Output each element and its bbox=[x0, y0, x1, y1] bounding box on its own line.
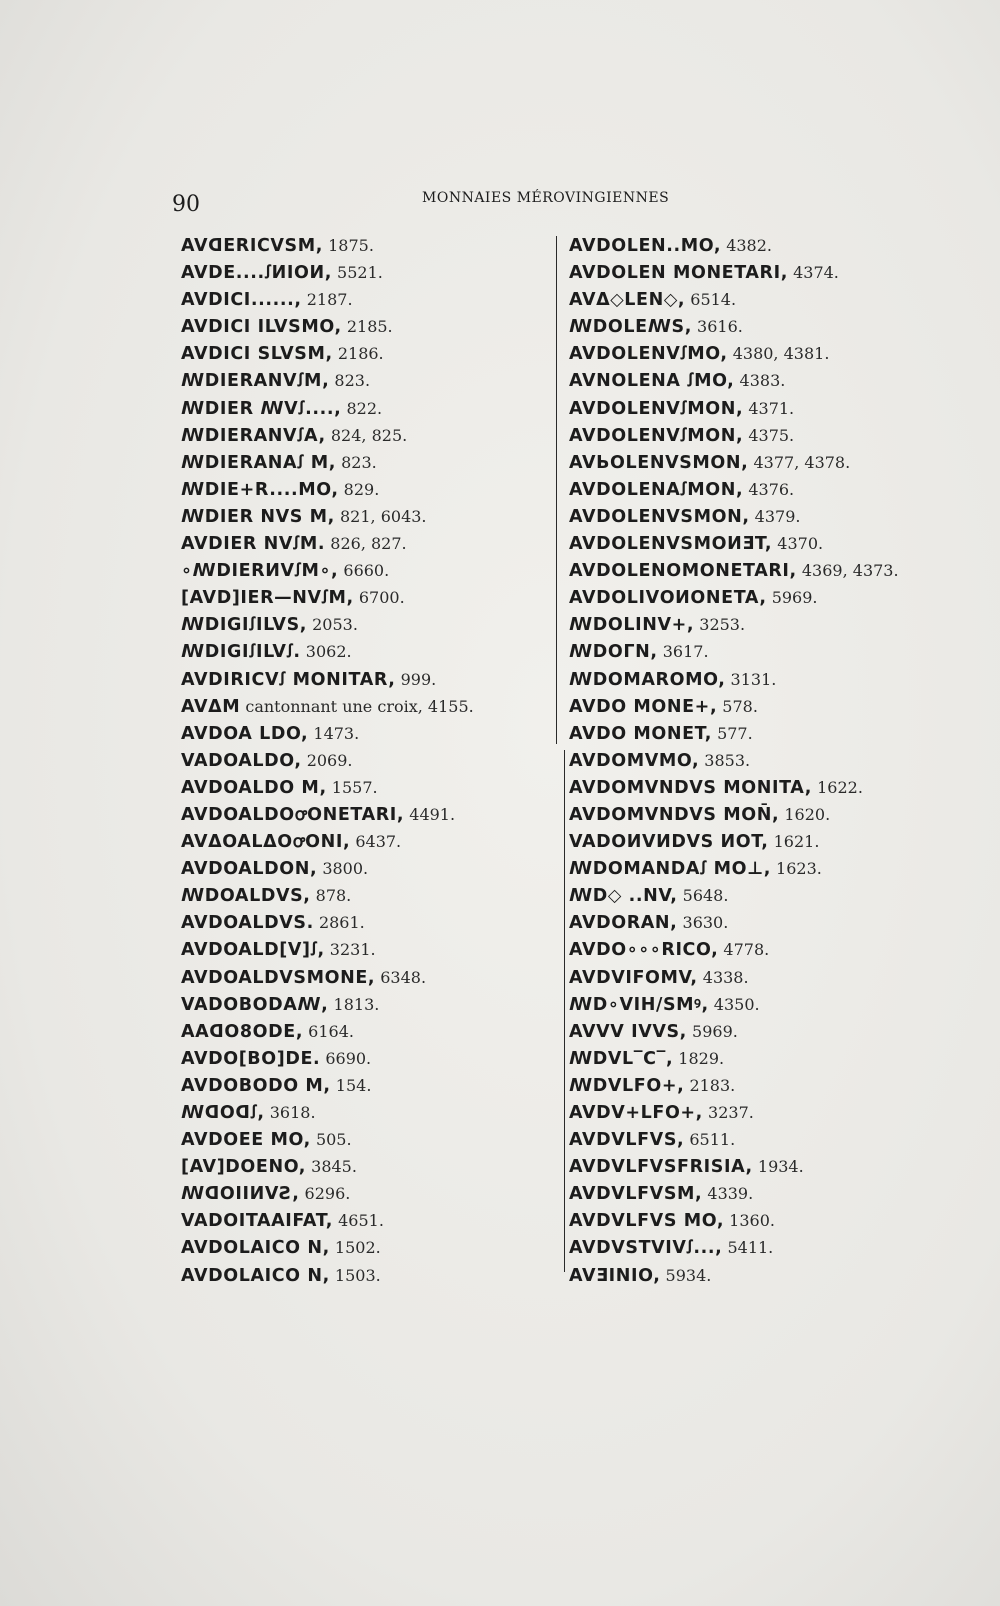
index-entry bbox=[181, 1126, 581, 1153]
running-title: MONNAIES MÉROVINGIENNES bbox=[422, 190, 670, 206]
coin-legend: AVDO∘∘∘RICO, bbox=[569, 940, 719, 961]
coin-reference: 2861. bbox=[313, 913, 365, 933]
coin-reference: 2069. bbox=[301, 750, 353, 770]
coin-reference: 3131. bbox=[725, 669, 777, 689]
coin-legend: VADOITAAIFAT, bbox=[181, 1211, 334, 1232]
index-entry bbox=[181, 557, 581, 584]
coin-reference: 6700. bbox=[353, 588, 405, 608]
coin-legend: [AVD]IER—NVꭍM, bbox=[181, 588, 354, 609]
coin-reference: 3237. bbox=[702, 1103, 754, 1122]
index-entry bbox=[181, 449, 581, 476]
coin-legend: AVDOLEN MONETARI, bbox=[569, 263, 788, 284]
index-entry bbox=[181, 666, 581, 693]
coin-legend: AVDOEE MO, bbox=[181, 1130, 311, 1151]
coin-reference: 5969. bbox=[766, 588, 818, 608]
coin-reference: 878. bbox=[310, 886, 352, 906]
coin-reference: 2185. bbox=[341, 317, 393, 337]
coin-legend: AVDOLENVꭍMON, bbox=[569, 425, 744, 446]
coin-legend: VADOALDO, bbox=[181, 750, 302, 771]
index-entry bbox=[181, 395, 581, 422]
coin-legend: AAꓷO8ODE, bbox=[181, 1021, 304, 1042]
coin-reference: 5521. bbox=[331, 263, 383, 283]
coin-legend: ꟿDVL‾C‾, bbox=[569, 1048, 674, 1069]
coin-legend: AVDOLAIꓚO N, bbox=[181, 1238, 330, 1259]
index-entry bbox=[569, 747, 969, 774]
index-entry bbox=[181, 259, 581, 286]
index-entry bbox=[569, 1045, 969, 1072]
coin-reference: cantonnant une croix, 4155. bbox=[240, 696, 474, 716]
index-entry bbox=[181, 720, 581, 747]
index-entry bbox=[181, 1207, 581, 1234]
index-entry bbox=[181, 232, 581, 259]
coin-reference: 6690. bbox=[320, 1048, 372, 1068]
coin-legend: AVDOLENVꭍMO, bbox=[569, 344, 728, 365]
coin-reference: 822. bbox=[341, 398, 383, 418]
index-entry bbox=[181, 1045, 581, 1072]
coin-legend: AVDOMVNDVS MON̄, bbox=[569, 804, 780, 825]
coin-legend: ꟿDIERANAꭍ M, bbox=[181, 452, 337, 473]
coin-reference: 6514. bbox=[685, 290, 737, 310]
coin-reference: 4380, 4381. bbox=[727, 344, 830, 364]
index-entry bbox=[181, 774, 581, 801]
coin-reference: 4339. bbox=[702, 1184, 754, 1204]
index-entry bbox=[569, 1262, 969, 1289]
index-entry bbox=[569, 1018, 969, 1045]
coin-reference: 3853. bbox=[699, 750, 751, 770]
index-entry bbox=[569, 801, 969, 828]
index-entry bbox=[569, 720, 969, 747]
coin-legend: ꟿDOΓN, bbox=[569, 642, 658, 663]
coin-reference: 1621. bbox=[768, 832, 820, 852]
index-entry bbox=[569, 395, 969, 422]
index-entry bbox=[181, 1180, 581, 1207]
coin-reference: 3253. bbox=[694, 615, 746, 635]
index-entry bbox=[569, 313, 969, 340]
coin-reference: 821, 6043. bbox=[334, 506, 427, 526]
coin-legend: AVDO MONE+, bbox=[569, 696, 718, 717]
coin-legend: AVDVLFVS, bbox=[569, 1130, 685, 1151]
coin-legend: ꟿDOMAROMO, bbox=[569, 669, 726, 690]
coin-legend: ꟿDOMANDAꭍ MO⊥, bbox=[569, 859, 771, 880]
coin-reference: 4371. bbox=[743, 398, 795, 418]
coin-reference: 5648. bbox=[677, 886, 729, 906]
coin-legend: AVDICI......, bbox=[181, 290, 302, 311]
index-entry bbox=[569, 693, 969, 720]
index-entry bbox=[569, 936, 969, 963]
index-entry bbox=[181, 747, 581, 774]
coin-reference: 4370. bbox=[772, 534, 824, 554]
coin-reference: 4374. bbox=[788, 263, 839, 283]
index-entry bbox=[181, 1072, 581, 1099]
coin-reference: 6511. bbox=[684, 1130, 736, 1150]
coin-legend: ꟿDOALDVS, bbox=[181, 886, 311, 907]
coin-reference: 1875. bbox=[323, 236, 374, 255]
coin-reference: 4383. bbox=[734, 371, 786, 391]
index-entry bbox=[569, 1126, 969, 1153]
index-entry bbox=[569, 530, 969, 557]
coin-reference: 823. bbox=[329, 371, 371, 391]
coin-reference: 6164. bbox=[303, 1021, 354, 1041]
index-entry bbox=[181, 936, 581, 963]
coin-legend: AVDOLEN..MO, bbox=[569, 236, 722, 256]
coin-legend: ꟿDIERANVꭍM, bbox=[181, 371, 330, 392]
coin-legend: AVDE....ꭍИIOИ, bbox=[181, 263, 332, 284]
index-entry bbox=[181, 503, 581, 530]
index-entry bbox=[181, 611, 581, 638]
coin-reference: 505. bbox=[310, 1130, 352, 1150]
index-entry bbox=[569, 666, 969, 693]
coin-reference: 2187. bbox=[301, 290, 353, 310]
coin-legend: ꟿDIE+R....MO, bbox=[181, 479, 339, 500]
index-entry bbox=[569, 259, 969, 286]
coin-legend: AVDOALD[V]ꭍ, bbox=[181, 940, 325, 961]
coin-reference: 999. bbox=[395, 669, 437, 689]
coin-legend: ꟿꓷOꓷꭍ, bbox=[181, 1103, 265, 1123]
coin-reference: 829. bbox=[338, 479, 380, 499]
coin-legend: AVDIRICVꭍ MONITAR, bbox=[181, 669, 396, 690]
coin-legend: AVDVLFVSM, bbox=[569, 1184, 703, 1205]
coin-legend: AVDV+LFO+, bbox=[569, 1103, 703, 1123]
coin-legend: AVDICI ILVSMO, bbox=[181, 317, 342, 338]
coin-legend: AVDVLFVSFRISIA, bbox=[569, 1157, 753, 1178]
coin-reference: 4651. bbox=[333, 1211, 384, 1231]
index-entry bbox=[569, 557, 969, 584]
coin-reference: 3231. bbox=[324, 940, 376, 960]
index-entry bbox=[181, 340, 581, 367]
coin-legend: AVΔM bbox=[181, 696, 241, 717]
index-entry bbox=[569, 1207, 969, 1234]
coin-legend: VADOBODAꟿ, bbox=[181, 994, 329, 1015]
index-entry bbox=[569, 909, 969, 936]
coin-legend: AVDVSTVIVꭍ..., bbox=[569, 1238, 723, 1259]
coin-reference: 154. bbox=[330, 1075, 372, 1095]
coin-reference: 577. bbox=[711, 723, 753, 743]
index-entry bbox=[181, 1099, 581, 1126]
coin-reference: 824, 825. bbox=[325, 425, 408, 445]
coin-reference: 1829. bbox=[673, 1048, 725, 1068]
coin-legend: AVNOLENA ꭍMO, bbox=[569, 371, 735, 392]
coin-reference: 4376. bbox=[743, 479, 795, 499]
index-entry bbox=[569, 286, 969, 313]
right-column bbox=[569, 232, 969, 1289]
index-entry bbox=[569, 774, 969, 801]
coin-legend: AVDOLAIꓚO N, bbox=[181, 1265, 330, 1286]
index-entry bbox=[569, 1234, 969, 1261]
coin-reference: 6660. bbox=[338, 561, 390, 581]
index-entry bbox=[181, 1262, 581, 1289]
coin-reference: 3062. bbox=[300, 642, 352, 662]
index-entry bbox=[181, 801, 581, 828]
index-entry bbox=[181, 530, 581, 557]
index-entry bbox=[569, 449, 969, 476]
coin-legend: AVDVIFOMV, bbox=[569, 967, 698, 988]
left-column bbox=[181, 232, 581, 1289]
coin-reference: 2183. bbox=[684, 1075, 736, 1095]
index-entry bbox=[181, 882, 581, 909]
coin-legend: AVDOLENVꭍMON, bbox=[569, 398, 744, 419]
index-entry bbox=[569, 882, 969, 909]
coin-reference: 5934. bbox=[660, 1265, 712, 1285]
coin-reference: 2053. bbox=[307, 615, 358, 635]
index-entry bbox=[569, 964, 969, 991]
coin-legend: AVΔ◇LEN◇, bbox=[569, 290, 686, 311]
coin-legend: AVDICI SLVSM, bbox=[181, 344, 333, 365]
coin-legend: AVDO[BO]DE. bbox=[181, 1048, 321, 1069]
index-entry bbox=[569, 476, 969, 503]
coin-legend: AVꓦV IVVS, bbox=[569, 1021, 687, 1042]
index-entry bbox=[569, 1180, 969, 1207]
coin-legend: ꟿDIGIꭍILVS, bbox=[181, 615, 308, 636]
coin-legend: ꟿD◇ ..NV, bbox=[569, 886, 678, 907]
coin-legend: AVDOALDOꝍONETARI, bbox=[181, 804, 405, 825]
coin-legend: AVDVLFVS MO, bbox=[569, 1211, 725, 1232]
index-entry bbox=[181, 1234, 581, 1261]
index-entry bbox=[181, 422, 581, 449]
coin-legend: ꟿDIER ꟿVꭍ...., bbox=[181, 398, 342, 419]
index-entry bbox=[181, 828, 581, 855]
coin-reference: 1503. bbox=[329, 1265, 381, 1285]
coin-legend: AVDOLIꓦOИONETA, bbox=[569, 588, 767, 609]
coin-legend: AVDIER NVꭍM. bbox=[181, 534, 326, 555]
coin-reference: 1557. bbox=[326, 777, 378, 797]
index-entry bbox=[569, 855, 969, 882]
index-entry bbox=[181, 1018, 581, 1045]
coin-reference: 4350. bbox=[708, 994, 760, 1014]
coin-reference: 1502. bbox=[329, 1238, 381, 1258]
coin-legend: ꟿDIGIꭍILVꭍ. bbox=[181, 642, 301, 663]
coin-reference: 578. bbox=[717, 696, 758, 716]
coin-legend: AVDOALDVS. bbox=[181, 913, 314, 934]
coin-legend: AVDOLENAꭍMON, bbox=[569, 479, 744, 500]
coin-reference: 4382. bbox=[721, 236, 772, 255]
coin-reference: 4369, 4373. bbox=[796, 561, 899, 581]
index-entry bbox=[569, 828, 969, 855]
coin-legend: ꟿꓷOIIИVƧ, bbox=[181, 1184, 300, 1205]
index-entry bbox=[569, 422, 969, 449]
coin-reference: 6437. bbox=[350, 832, 402, 852]
index-entry bbox=[569, 1072, 969, 1099]
coin-reference: 3845. bbox=[306, 1157, 357, 1177]
index-entry bbox=[569, 503, 969, 530]
coin-legend: AVDOALDVSMONE, bbox=[181, 967, 376, 988]
index-entry bbox=[181, 367, 581, 394]
coin-reference: 6348. bbox=[375, 967, 427, 987]
index-entry bbox=[181, 584, 581, 611]
coin-legend: AVЬOLENVSMON, bbox=[569, 452, 749, 473]
coin-reference: 823. bbox=[336, 452, 377, 472]
index-entry bbox=[181, 638, 581, 665]
coin-reference: 3618. bbox=[264, 1103, 316, 1122]
coin-reference: 5411. bbox=[722, 1238, 774, 1258]
index-entry bbox=[181, 991, 581, 1018]
coin-legend: AVDOMVMO, bbox=[569, 750, 700, 771]
index-entry bbox=[569, 1099, 969, 1126]
coin-reference: 1473. bbox=[308, 723, 360, 743]
coin-reference: 1620. bbox=[779, 804, 831, 824]
coin-legend: ꟿDVLFO+, bbox=[569, 1075, 685, 1096]
coin-legend: AVDORAN, bbox=[569, 913, 678, 934]
coin-reference: 4778. bbox=[718, 940, 770, 960]
coin-reference: 1934. bbox=[752, 1157, 804, 1177]
coin-legend: ∘ꟿDIERИVꭍM∘, bbox=[181, 561, 339, 582]
index-entry bbox=[181, 693, 581, 720]
coin-reference: 4379. bbox=[749, 506, 801, 526]
coin-reference: 3616. bbox=[691, 317, 743, 337]
index-entry bbox=[181, 476, 581, 503]
coin-reference: 2186. bbox=[332, 344, 384, 364]
index-entry bbox=[569, 638, 969, 665]
coin-legend: ꟿDOLEꟿS, bbox=[569, 317, 692, 338]
coin-reference: 5969. bbox=[686, 1021, 738, 1041]
coin-legend: AVDOLENOMONETARI, bbox=[569, 561, 797, 582]
page-header bbox=[172, 186, 692, 216]
coin-legend: ꟿD∘VIH/SMꝰ, bbox=[569, 994, 709, 1015]
coin-legend: AVDOLENVSMON, bbox=[569, 506, 750, 527]
index-entry bbox=[181, 855, 581, 882]
coin-reference: 1813. bbox=[328, 994, 380, 1014]
index-entry bbox=[569, 611, 969, 638]
coin-reference: 3630. bbox=[677, 913, 729, 933]
index-entry bbox=[569, 340, 969, 367]
coin-legend: AVꓷERIꓚVSM, bbox=[181, 236, 324, 256]
coin-reference: 4375. bbox=[743, 425, 795, 445]
index-entry bbox=[569, 584, 969, 611]
coin-reference: 1360. bbox=[724, 1211, 775, 1231]
index-entry bbox=[181, 909, 581, 936]
coin-reference: 3800. bbox=[317, 859, 369, 879]
index-entry bbox=[181, 286, 581, 313]
coin-reference: 4491. bbox=[404, 804, 456, 824]
coin-reference: 3617. bbox=[657, 642, 709, 662]
coin-reference: 4338. bbox=[697, 967, 749, 987]
index-entry bbox=[569, 232, 969, 259]
coin-reference: 1623. bbox=[770, 859, 822, 879]
coin-legend: AVDOBODO M, bbox=[181, 1075, 331, 1096]
coin-reference: 826, 827. bbox=[325, 534, 407, 554]
index-entry bbox=[569, 991, 969, 1018]
index-entry bbox=[181, 1153, 581, 1180]
coin-legend: AVDO MONET, bbox=[569, 723, 712, 744]
coin-legend: AVDOLENVSMOИƎT, bbox=[569, 534, 773, 555]
coin-legend: ꟿDIER NVS M, bbox=[181, 506, 335, 527]
coin-legend: AVΔOALΔOꝍONI, bbox=[181, 832, 351, 853]
coin-legend: AVDOA LDO, bbox=[181, 723, 309, 744]
coin-reference: 6296. bbox=[299, 1184, 351, 1204]
coin-legend: AVDOMVNDVS MONITA, bbox=[569, 777, 813, 798]
coin-legend: ꟿDOLINV+, bbox=[569, 615, 695, 636]
coin-legend: ꟿDIERANVꭍA, bbox=[181, 425, 326, 446]
coin-reference: 4377, 4378. bbox=[748, 452, 851, 472]
coin-legend: AVƎINIO, bbox=[569, 1265, 661, 1286]
index-entry bbox=[569, 1153, 969, 1180]
index-entry bbox=[181, 313, 581, 340]
coin-legend: AVDOALDO M, bbox=[181, 777, 327, 798]
index-entry bbox=[569, 367, 969, 394]
coin-legend: VADOИVИDVS ИOT, bbox=[569, 832, 769, 853]
coin-legend: [AV]DOENO, bbox=[181, 1157, 307, 1178]
coin-reference: 1622. bbox=[812, 777, 863, 797]
page-number: 90 bbox=[172, 192, 200, 217]
coin-legend: AVDOALDON, bbox=[181, 859, 318, 880]
index-entry bbox=[181, 964, 581, 991]
